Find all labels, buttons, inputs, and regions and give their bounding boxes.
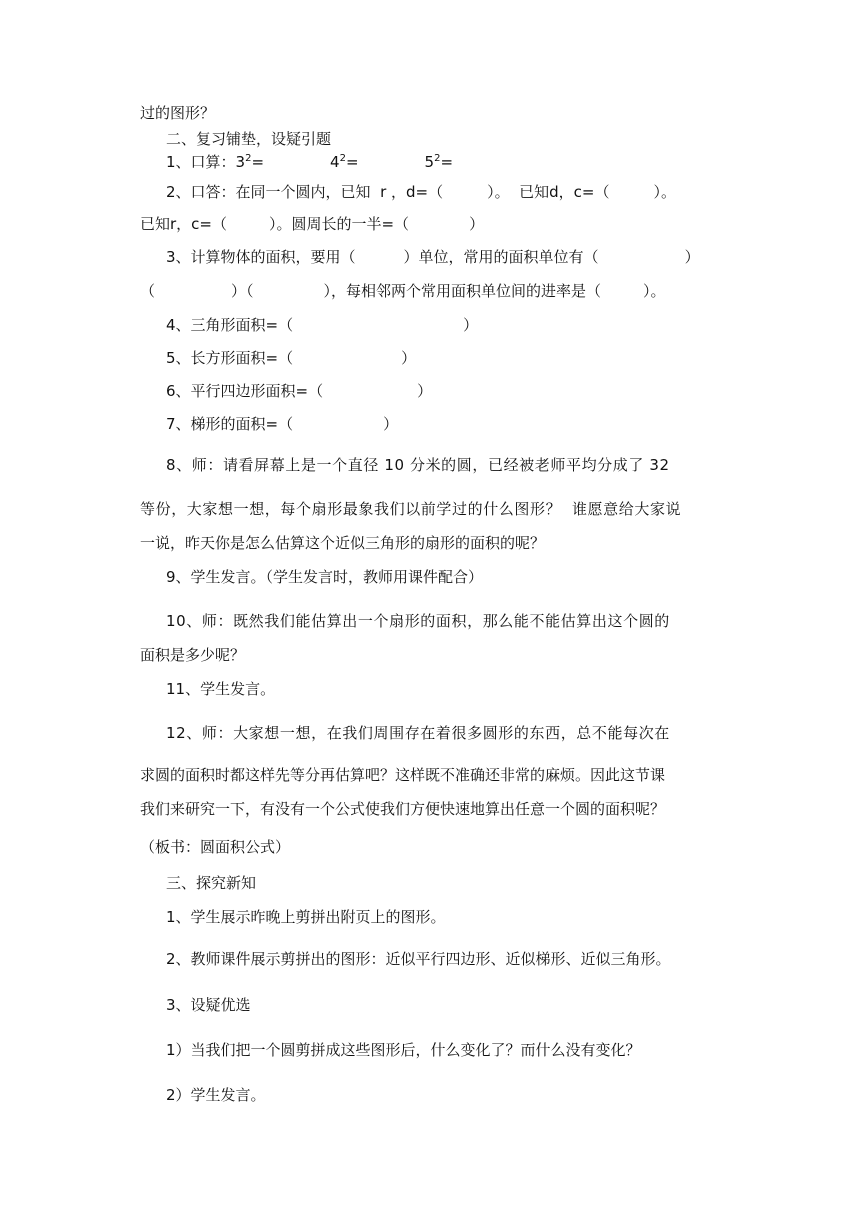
section-heading-explore: 三、探究新知 [166,874,257,892]
text-line: 11、学生发言。 [166,680,276,698]
text-line: 2、教师课件展示剪拼出的图形：近似平行四边形、近似梯形、近似三角形。 [166,950,671,968]
text-line: 已知r，c=（ ）。圆周长的一半=（ ） [140,215,485,233]
text-line: 2）学生发言。 [166,1086,266,1104]
text-line: 10、师：既然我们能估算出一个扇形的面积，那么能不能估算出这个圆的 [166,612,670,630]
section-heading-review: 二、复习铺垫，设疑引题 [166,130,332,148]
text-line: 过的图形？ [140,104,216,122]
text-line: 3、设疑优选 [166,996,251,1014]
text-line: （ ）（ ），每相邻两个常用面积单位间的进率是（ ）。 [140,282,666,300]
text-line: 12、师：大家想一想，在我们周围存在着很多圆形的东西，总不能每次在 [166,724,670,742]
text-line-area-units: 3、计算物体的面积，要用（ ）单位，常用的面积单位有（ ） [166,248,700,266]
text-line: 一说，昨天你是怎么估算这个近似三角形的扇形的面积的呢？ [140,534,546,552]
text-line: 面积是多少呢？ [140,646,246,664]
text-line: 求圆的面积时都这样先等分再估算吧？这样既不准确还非常的麻烦。因此这节课 [140,766,666,784]
text-line-triangle-area: 4、三角形面积=（ ） [166,316,479,334]
text-line: 等份，大家想一想，每个扇形最象我们以前学过的什么图形？ 谁愿意给大家说 [140,500,682,518]
text-line-trapezoid-area: 7、梯形的面积=（ ） [166,415,399,433]
text-line: 8、师：请看屏幕上是一个直径 10 分米的圆，已经被老师平均分成了 32 [166,456,670,474]
text-line: （板书：圆面积公式） [140,838,291,856]
text-line: 1）当我们把一个圆剪拼成这些图形后，什么变化了？而什么没有变化？ [166,1041,641,1059]
text-line-parallelogram-area: 6、平行四边形面积=（ ） [166,382,433,400]
text-line: 1、学生展示昨晚上剪拼出附页上的图形。 [166,908,446,926]
text-line: 9、学生发言。（学生发言时，教师用课件配合） [166,568,484,586]
text-line-rectangle-area: 5、长方形面积=（ ） [166,349,417,367]
text-line: 我们来研究一下，有没有一个公式使我们方便快速地算出任意一个圆的面积呢？ [140,800,666,818]
text-line-mental-calc: 1、口算：$3^2= 4^2= 5^2=$ [166,153,454,171]
text-line-oral-answer: 2、口答：在同一个圆内，已知 r ，d=（ ）。 已知d，c=（ ）。 [166,183,676,201]
